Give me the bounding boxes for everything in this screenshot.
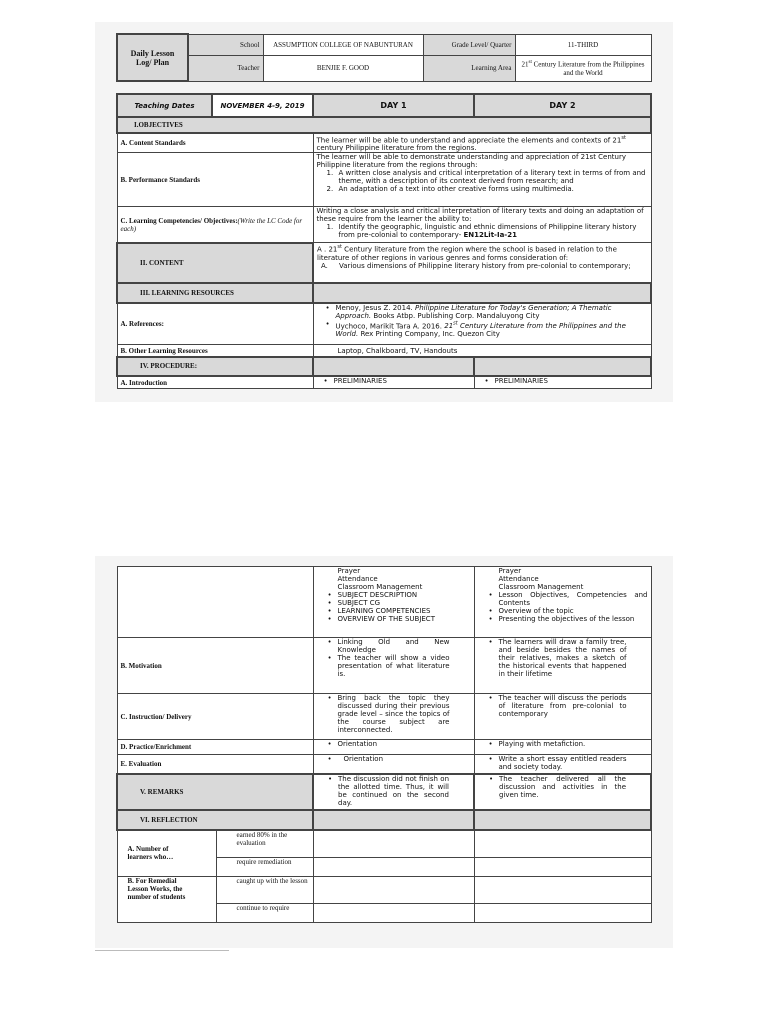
teaching-dates-value: NOVEMBER 4-9, 2019 [212, 94, 313, 117]
remarks-heading: V. REMARKS [117, 774, 313, 810]
evaluation-day2: • Write a short essay entitled readers and society today. [474, 755, 651, 774]
procedure-heading: IV. PROCEDURE: [117, 357, 313, 376]
introduction-label: A. Introduction [117, 376, 313, 389]
content-item: A. Various dimensions of Philippine literary history from pre-colonial to contemporary; [321, 261, 631, 270]
remarks-day1: • The discussion did not finish on the allotted time. Thus, it will be continued on the second day. [313, 774, 474, 810]
reference-item: • Uychoco, Marikit Tara A. 2016. 21st Century Literature from the Philippines and the World. Rex Printing Company, Inc. Quezon City [322, 320, 648, 338]
reflection-heading: VI. REFLECTION [117, 810, 313, 830]
other-resources-value: Laptop, Chalkboard, TV, Handouts [313, 345, 651, 357]
performance-item: 1. A written close analysis and critical interpretation of a literary text in terms of from and theme, with a description of its context derived from research; and [326, 169, 646, 186]
content-standards-text: The learner will be able to understand and appreciate the elements and contexts of 21st century Philippine literature from the regions. [313, 133, 651, 153]
other-resources-label: B. Other Learning Resources [117, 345, 313, 357]
introduction-day1: • PRELIMINARIES [313, 376, 474, 389]
footnote-separator [95, 950, 229, 951]
lesson-plan-table-continued [116, 566, 652, 923]
performance-intro: The learner will be able to demonstrate understanding and appreciation of 21st Century Philippine literature from the regions through: [316, 153, 626, 170]
header-table [116, 33, 652, 82]
evaluation-day1: • Orientation [313, 755, 474, 774]
lc-code: EN12Lit-Ia-21 [463, 231, 517, 240]
day2-header: DAY 2 [474, 94, 651, 117]
school-label: School [188, 34, 263, 55]
dll-label: Daily Lesson Log/ Plan [117, 34, 188, 81]
grade-label: Grade Level/ Quarter [423, 34, 515, 55]
instruction-day1: • Bring back the topic they discussed during their previous grade level – since the topics of the course subject are interconnected. [313, 694, 474, 740]
learning-resources-heading: III. LEARNING RESOURCES [117, 283, 313, 303]
reflection-a-label: A. Number of learners who… [117, 830, 216, 877]
preliminaries-day2: Prayer Attendance Classroom Management • Lesson Objectives, Competencies and Contents • Overview of the topic • Presenting the objectives of the lesson [474, 567, 651, 638]
competencies-text [313, 207, 651, 243]
reflection-a-sub2: require remediation [216, 858, 313, 877]
reflection-b-label: B. For Remedial Lesson Works, the number of students [117, 877, 216, 923]
performance-standards-label: B. Performance Standards [117, 153, 313, 207]
motivation-label: B. Motivation [117, 638, 313, 694]
teacher-value: BENJIE F. GOOD [263, 55, 423, 81]
references-label: A. References: [117, 303, 313, 345]
learning-area-label: Learning Area [423, 55, 515, 81]
performance-standards-text [313, 153, 651, 207]
motivation-day1: • Linking Old and New Knowledge • The teacher will show a video presentation of what literature is. [313, 638, 474, 694]
teacher-label: Teacher [188, 55, 263, 81]
performance-list [317, 169, 648, 193]
instruction-day2: • The teacher will discuss the periods of literature from pre-colonial to contemporary [474, 694, 651, 740]
introduction-day2: • PRELIMINARIES [474, 376, 651, 389]
reflection-b-sub1: caught up with the lesson [216, 877, 313, 904]
practice-label: D. Practice/Enrichment [117, 740, 313, 755]
competency-item: 1. Identify the geographic, linguistic and ethnic dimensions of Philippine literary history from pre-colonial to contemporary- EN12Lit-Ia-21 [326, 223, 637, 240]
reflection-a-sub1: earned 80% in the evaluation [216, 830, 313, 858]
content-heading: II. CONTENT [117, 243, 313, 283]
content-standards-label: A. Content Standards [117, 133, 313, 153]
reference-item: • Menoy, Jesus Z. 2014. Philippine Literature for Today's Generation; A Thematic Approach. Books Atbp. Publishing Corp. Mandaluyong City [322, 304, 648, 320]
learning-area-value: 21st Century Literature from the Philippines and the World [515, 55, 651, 81]
practice-day2: • Playing with metafiction. [474, 740, 651, 755]
references-text [313, 303, 651, 345]
performance-item: 2. An adaptation of a text into other creative forms using multimedia. [326, 185, 574, 194]
school-value: ASSUMPTION COLLEGE OF NABUNTURAN [263, 34, 423, 55]
practice-day1: • Orientation [313, 740, 474, 755]
day1-header: DAY 1 [313, 94, 474, 117]
preliminaries-day1: Prayer Attendance Classroom Management • SUBJECT DESCRIPTION • SUBJECT CG • LEARNING COMPETENCIES • OVERVIEW OF THE SUBJECT [313, 567, 474, 638]
remarks-day2: • The teacher delivered all the discussion and activities in the given time. [474, 774, 651, 810]
grade-value: 11-THIRD [515, 34, 651, 55]
objectives-heading: I.OBJECTIVES [117, 117, 651, 133]
lesson-plan-table [116, 93, 652, 389]
instruction-label: C. Instruction/ Delivery [117, 694, 313, 740]
reflection-b-sub2: continue to require [216, 904, 313, 923]
evaluation-label: E. Evaluation [117, 755, 313, 774]
teaching-dates-label: Teaching Dates [117, 94, 212, 117]
competencies-label: C. Learning Competencies/ Objectives:(Write the LC Code for each) [117, 207, 313, 243]
content-text: A . 21st Century literature from the region where the school is based in relation to the literature of other regions in various genres and forms consideration of: A. Various dimensions of Philippine literary history from pre-colonial to contemporary; [313, 243, 651, 283]
motivation-day2: • The learners will draw a family tree, and beside besides the names of their relatives, makes a sketch of the historical events that happened in their lifetime [474, 638, 651, 694]
competencies-intro: Writing a close analysis and critical interpretation of literary texts and doing an adaptation of these require from the learner the ability to: [316, 207, 644, 224]
